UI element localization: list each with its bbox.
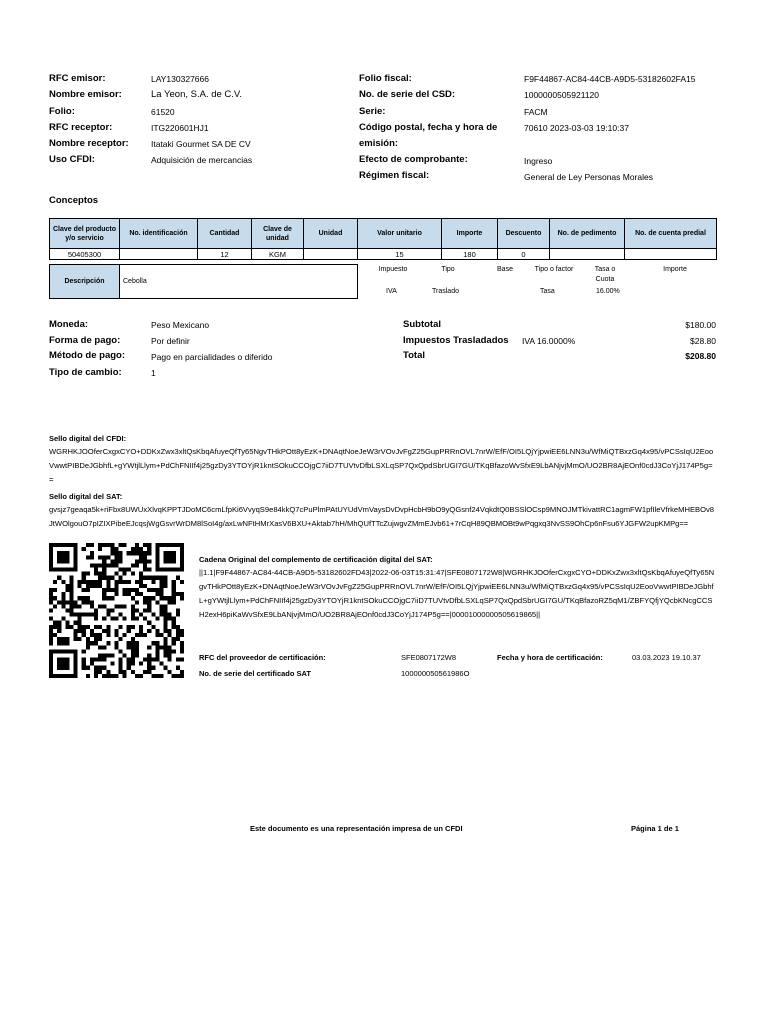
subtotal-value: $180.00 bbox=[685, 320, 716, 330]
header-importe: Importe bbox=[442, 219, 498, 249]
regimen-label: Régimen fiscal: bbox=[359, 170, 430, 181]
total-value: $208.80 bbox=[685, 351, 716, 361]
serie-csd-label: No. de serie del CSD: bbox=[359, 89, 456, 100]
tax-value-tasa: 16.00% bbox=[596, 288, 620, 295]
rfc-proveedor-value: SFE0807172W8 bbox=[401, 653, 457, 662]
qr-modules bbox=[49, 543, 184, 678]
header-clave-producto: Clave del producto y/o servicio bbox=[50, 219, 120, 249]
rfc-proveedor-label: RFC del proveedor de certificación: bbox=[199, 653, 326, 662]
nombre-emisor-label: Nombre emisor: bbox=[49, 89, 122, 100]
table-row bbox=[50, 249, 717, 260]
tax-value-tipo: Traslado bbox=[432, 288, 459, 295]
header-no-identificacion: No. identificación bbox=[120, 219, 198, 249]
header-clave-unidad: Clave de unidad bbox=[252, 219, 304, 249]
footer-note: Este documento es una representación impresa de un CFDI bbox=[250, 824, 463, 833]
cell-no-identificacion bbox=[120, 249, 198, 260]
rfc-emisor-label: RFC emisor: bbox=[49, 73, 106, 84]
folio-value: 61520 bbox=[151, 107, 175, 117]
cadena-value: ||1.1|F9F44867-AC84-44CB-A9D5-53182602FD43|2022-06-03T15:31:47|SFE0807172W8|WGRHKJOOferCxgxCYO+DDKxZwx3xltQsKbqAfuyeQfTy65NgvTHkPOtt8yEzK+DNAqtNoeJeW3rVOvJvFgZ25GupPRRnOVL7nrW/EfF/OI5LQjYjpwiEE6LNN3u/WfMiQTBxzGq4x95/vPCSsIqU2EooVwwtPIBDeJGbhfL+gYWtjlLlym+PdChFNIIf4j25gzDy3YTOYjR1kntSOkuCCOjgC7iiD7TUVtvDfbLSXLqSP7QxQpdSbrUGI7GU/TKqBfazoRZ5qM1/ZBFYQfjYQcbKNcgCCSH2exH6piKaWvSfxE9LbANjvjMmO/UO2BR8AjEOnf0cdJ3CoYjJ174P5g==|00001000000505619865|| bbox=[199, 568, 715, 619]
page-number: Página 1 de 1 bbox=[631, 824, 679, 833]
uso-cfdi-label: Uso CFDI: bbox=[49, 154, 95, 165]
rfc-emisor-value: LAY130327666 bbox=[151, 74, 209, 84]
cell-clave-unidad: KGM bbox=[252, 249, 304, 260]
concept-table bbox=[49, 218, 717, 260]
cp-fecha-label-line1: Código postal, fecha y hora de bbox=[359, 122, 498, 133]
cell-valor-unitario: 15 bbox=[358, 249, 442, 260]
tax-value-impuesto: IVA bbox=[386, 288, 397, 295]
qr-code bbox=[49, 543, 184, 678]
cell-importe: 180 bbox=[442, 249, 498, 260]
cp-fecha-label-line2: emisión: bbox=[359, 138, 399, 149]
serie-cert-label: No. de serie del certificado SAT bbox=[199, 669, 311, 678]
header-cuenta-predial: No. de cuenta predial bbox=[625, 219, 717, 249]
metodo-pago-label: Método de pago: bbox=[49, 350, 125, 361]
cell-cuenta-predial bbox=[625, 249, 717, 260]
cp-fecha-value: 70610 2023-03-03 19:10:37 bbox=[524, 123, 629, 133]
cadena-label: Cadena Original del complemento de certificación digital del SAT: bbox=[199, 555, 433, 564]
conceptos-title: Conceptos bbox=[49, 195, 99, 206]
forma-pago-label: Forma de pago: bbox=[49, 335, 121, 346]
nombre-receptor-value: Itataki Gourmet SA DE CV bbox=[151, 139, 251, 149]
regimen-value: General de Ley Personas Morales bbox=[524, 172, 653, 182]
tax-header-tipo: Tipo bbox=[441, 266, 455, 273]
serie-cert-value: 100000050561986O bbox=[401, 669, 470, 678]
tax-header-impuesto: Impuesto bbox=[378, 266, 408, 273]
header-cantidad: Cantidad bbox=[198, 219, 252, 249]
moneda-value: Peso Mexicano bbox=[151, 320, 210, 330]
descripcion-value: Cebolla bbox=[120, 265, 358, 299]
tax-header-tasa-cuota: Tasa o Cuota bbox=[594, 266, 616, 283]
header-unidad: Unidad bbox=[304, 219, 358, 249]
nombre-emisor-value: La Yeon, S.A. de C.V. bbox=[151, 89, 243, 100]
impuestos-label: Impuestos Trasladados bbox=[403, 335, 509, 346]
sello-sat-label: Sello digital del SAT: bbox=[49, 492, 123, 501]
cell-clave-producto: 50405300 bbox=[50, 249, 120, 260]
metodo-pago-value: Pago en parcialidades o diferido bbox=[151, 352, 273, 362]
header-no-pedimento: No. de pedimento bbox=[550, 219, 625, 249]
descripcion-label: Descripción bbox=[50, 265, 120, 299]
tax-header-importe: Importe bbox=[663, 266, 687, 273]
subtotal-label: Subtotal bbox=[403, 319, 441, 330]
cell-cantidad: 12 bbox=[198, 249, 252, 260]
impuestos-value: $28.80 bbox=[690, 336, 716, 346]
fecha-cert-label: Fecha y hora de certificación: bbox=[497, 653, 603, 662]
sello-cfdi-label: Sello digital del CFDI: bbox=[49, 434, 127, 443]
rfc-receptor-value: ITG220601HJ1 bbox=[151, 123, 209, 133]
uso-cfdi-value: Adquisición de mercancias bbox=[151, 155, 253, 165]
tax-value-tipo-factor: Tasa bbox=[540, 288, 555, 295]
sello-cfdi-value: WGRHKJOOferCxgxCYO+DDKxZwx3xltQsKbqAfuyeQfTy65NgvTHkPOtt8yEzK+DNAqtNoeJeW3rVOvJvFgZ25GupPRRnOVL7nrW/EfF/OI5LQjYjpwiEE6LNN3u/WfMiQTBxzGq4x95/vPCSsIqU2EooVwwtPIBDeJGbhfL+gYWtjlLlym+PdChFNIIf4j25gzDy3YTOYjR1kntSOkuCCOjgC7iiD7TUVtvDfbLSXLqSP7QxQpdSbrUGI7GU/TKqBfazoWvSfxE9LbANjvjMmO/UO2BR8AjEOnf0cdJ3CoYjJ174P5g== bbox=[49, 447, 714, 484]
cell-unidad bbox=[304, 249, 358, 260]
forma-pago-value: Por definir bbox=[151, 336, 190, 346]
header-descuento: Descuento bbox=[498, 219, 550, 249]
header-valor-unitario: Valor unitario bbox=[358, 219, 442, 249]
serie-csd-value: 1000000505921120 bbox=[524, 90, 600, 100]
efecto-label: Efecto de comprobante: bbox=[359, 154, 468, 165]
nombre-receptor-label: Nombre receptor: bbox=[49, 138, 129, 149]
tipo-cambio-label: Tipo de cambio: bbox=[49, 367, 122, 378]
serie-label: Serie: bbox=[359, 106, 386, 117]
total-label: Total bbox=[403, 350, 425, 361]
rfc-receptor-label: RFC receptor: bbox=[49, 122, 113, 133]
moneda-label: Moneda: bbox=[49, 319, 89, 330]
fecha-cert-value: 03.03.2023 19.10.37 bbox=[632, 653, 701, 662]
serie-value: FACM bbox=[524, 107, 548, 117]
tax-header-base: Base bbox=[497, 266, 513, 273]
cell-descuento: 0 bbox=[498, 249, 550, 260]
efecto-value: Ingreso bbox=[524, 156, 553, 166]
description-table bbox=[49, 264, 358, 299]
impuestos-detail: IVA 16.0000% bbox=[522, 336, 576, 346]
folio-label: Folio: bbox=[49, 106, 75, 117]
tax-header-tipo-factor: Tipo o factor bbox=[534, 266, 574, 273]
tipo-cambio-value: 1 bbox=[151, 368, 156, 378]
folio-fiscal-label: Folio fiscal: bbox=[359, 73, 412, 84]
cell-no-pedimento bbox=[550, 249, 625, 260]
folio-fiscal-value: F9F44867-AC84-44CB-A9D5-53182602FA15 bbox=[524, 74, 696, 84]
sello-sat-value: gvsjz7geaqa5k+riFbx8UWUxXlvqKPPTJDoMC6cmLfpKi6VvyqS9e84kkQ7cPuPlmPAtUYUdVmVaysDvDvpHcbH9bO9yQGsnf24VqkdtQ0BSSlOCsp9MNOJMTkivattRC1agmFW1pfIleVfrkeMHEBOv8JtWOlgouO7pIZIXPibeEJcqsjWgGsvrWrDM8lSoI4g/axLwNFtHMrXasV6BXU+Aktab7hH/MhQUfTTcZujwgvZMmEJvb61+7rCqH89QBMOBt9wPqgxq3NvSS9OhCp6nFsu6YJGFW2upKMPg== bbox=[49, 505, 715, 528]
